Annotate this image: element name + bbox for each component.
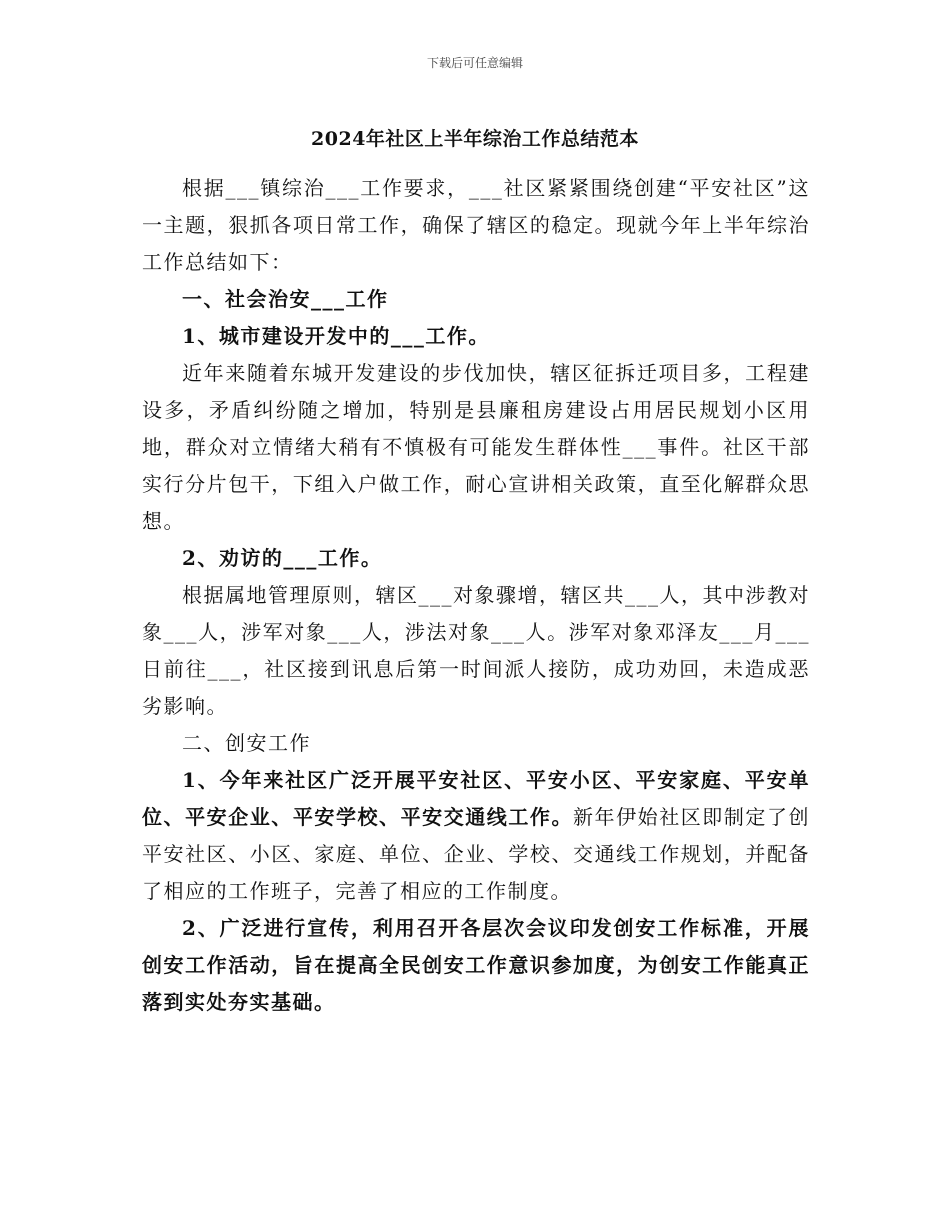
paragraph-safety-activities xyxy=(142,762,810,910)
page-header-note: 下载后可任意编辑 xyxy=(426,56,523,70)
safety-activities-lead: 1、今年来社区广泛开展平安社区、平安小区、平安家庭、平安单位、平安企业、平安学校、平安交通线工作。 xyxy=(142,768,810,829)
subheading-urban-development: 1、城市建设开发中的___工作。 xyxy=(182,324,490,348)
paragraph-publicity: 2、广泛进行宣传，利用召开各层次会议印发创安工作标准，开展创安工作活动，旨在提高全民创安工作意识参加度，为创安工作能真正落到实处夯实基础。 xyxy=(142,916,810,1014)
document-body xyxy=(142,170,810,1021)
section-heading-social-security: 一、社会治安___工作 xyxy=(182,287,389,311)
intro-paragraph: 根据___镇综治___工作要求，___社区紧紧围绕创建“平安社区”这一主题，狠抓各项日常工作，确保了辖区的稳定。现就今年上半年综治工作总结如下： xyxy=(142,176,810,274)
safety-activities-detail: 新年伊始社区即制定了创平安社区、小区、家庭、单位、企业、学校、交通线工作规划，并配备了相应的工作班子，完善了相应的工作制度。 xyxy=(142,805,811,903)
document-title: 2024年社区上半年综治工作总结范本 xyxy=(311,128,639,150)
paragraph-urban-development: 近年来随着东城开发建设的步伐加快，辖区征拆迁项目多，工程建设多，矛盾纠纷随之增加，特别是县廉租房建设占用居民规划小区用地，群众对立情绪大稍有不慎极有可能发生群体性___事件。社区干部实行分片包干，下组入户做工作，耐心宣讲相关政策，直至化解群众思想。 xyxy=(142,361,810,533)
paragraph-persuasion: 根据属地管理原则，辖区___对象骤增，辖区共___人，其中涉教对象___人，涉军对象___人，涉法对象___人。涉军对象邓泽友___月___日前往___，社区接到讯息后第一时间派人接防，成功劝回，未造成恶劣影响。 xyxy=(142,583,810,718)
section-heading-safety-creation: 二、创安工作 xyxy=(182,731,311,755)
subheading-persuasion: 2、劝访的___工作。 xyxy=(182,546,383,570)
